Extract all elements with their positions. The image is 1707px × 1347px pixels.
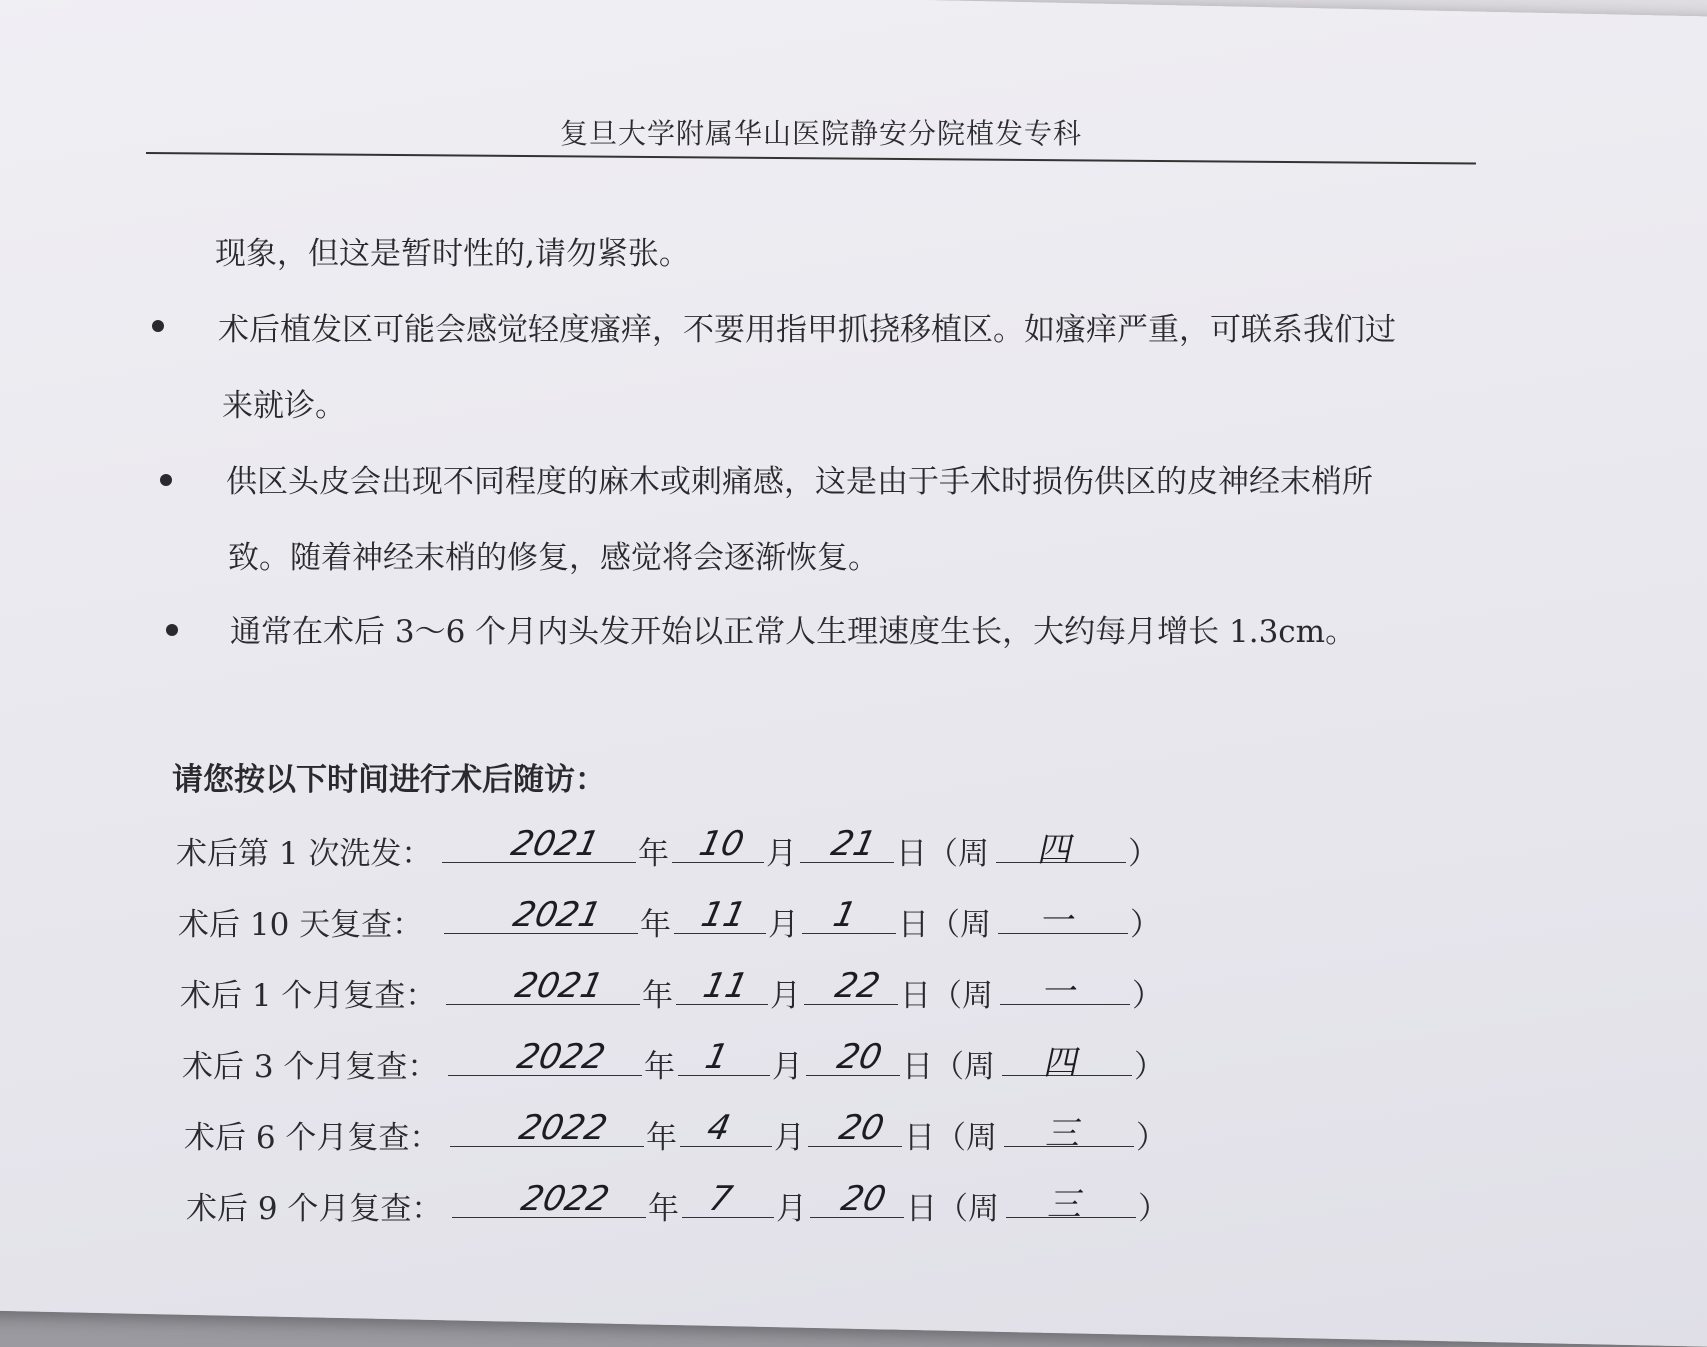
handwritten-weekday: 三 [1043,1114,1086,1154]
weekday-prefix: 日（周 [896,836,989,872]
continuation-text: 现象，但这是暂时性的,请勿紧张。 [215,236,690,272]
handwritten-year: 2022 [517,1179,613,1219]
followup-row [0,1179,1707,1229]
year-unit: 年 [648,1191,679,1227]
handwritten-year: 2021 [511,966,607,1006]
closing-paren: ） [1134,1049,1165,1085]
handwritten-day: 21 [827,824,880,864]
closing-paren: ） [1136,1120,1167,1156]
year-unit: 年 [644,1049,675,1085]
followup-label: 术后 1 个月复查： [180,978,437,1014]
bullet-3-line-1: 通常在术后 3～6 个月内头发开始以正常人生理速度生长，大约每月增长 1.3cm。 [230,614,1357,650]
handwritten-day: 1 [829,895,860,935]
handwritten-weekday: 四 [1041,1043,1084,1083]
followup-label: 术后 9 个月复查： [186,1191,443,1227]
followup-row [0,824,1707,874]
bullet-2-line-2: 致。随着神经末梢的修复，感觉将会逐渐恢复。 [228,540,879,576]
hospital-header-title: 复旦大学附属华山医院静安分院植发专科 [560,117,1083,150]
closing-paren: ） [1132,978,1163,1014]
month-unit: 月 [766,836,797,872]
followup-row [0,1108,1707,1158]
handwritten-year: 2021 [507,824,603,864]
handwritten-day: 20 [837,1179,890,1219]
weekday-prefix: 日（周 [902,1049,995,1085]
weekday-prefix: 日（周 [904,1120,997,1156]
closing-paren: ） [1128,836,1159,872]
bullet-dot [152,320,164,332]
followup-heading: 请您按以下时间进行术后随访： [172,762,606,798]
month-unit: 月 [776,1191,807,1227]
bullet-dot [160,474,172,486]
fill-in-blank [678,1075,770,1076]
handwritten-day: 22 [831,966,884,1006]
fill-in-blank [680,1146,772,1147]
followup-row [0,895,1707,945]
handwritten-year: 2022 [515,1108,611,1148]
followup-label: 术后第 1 次洗发： [176,836,433,872]
handwritten-year: 2021 [509,895,605,935]
year-unit: 年 [640,907,671,943]
followup-label: 术后 6 个月复查： [184,1120,441,1156]
handwritten-month: 11 [699,966,752,1006]
bullet-dot [166,624,178,636]
handwritten-month: 10 [695,824,748,864]
handwritten-day: 20 [835,1108,888,1148]
handwritten-weekday: 一 [1039,972,1082,1012]
year-unit: 年 [646,1120,677,1156]
closing-paren: ） [1138,1191,1169,1227]
handwritten-weekday: 三 [1045,1185,1088,1225]
month-unit: 月 [768,907,799,943]
closing-paren: ） [1130,907,1161,943]
handwritten-month: 11 [697,895,750,935]
weekday-prefix: 日（周 [900,978,993,1014]
year-unit: 年 [638,836,669,872]
weekday-prefix: 日（周 [906,1191,999,1227]
year-unit: 年 [642,978,673,1014]
followup-row [0,1037,1707,1087]
month-unit: 月 [770,978,801,1014]
month-unit: 月 [772,1049,803,1085]
handwritten-month: 4 [703,1108,734,1148]
handwritten-year: 2022 [513,1037,609,1077]
header-divider [146,152,1476,164]
followup-row [0,966,1707,1016]
handwritten-month: 7 [705,1179,736,1219]
bullet-1-line-1: 术后植发区可能会感觉轻度瘙痒，不要用指甲抓挠移植区。如瘙痒严重，可联系我们过 [218,312,1396,348]
month-unit: 月 [774,1120,805,1156]
bullet-2-line-1: 供区头皮会出现不同程度的麻木或刺痛感，这是由于手术时损伤供区的皮神经末梢所 [226,464,1373,500]
bullet-1-line-2: 来就诊。 [222,388,346,424]
handwritten-day: 20 [833,1037,886,1077]
handwritten-month: 1 [701,1037,732,1077]
weekday-prefix: 日（周 [898,907,991,943]
followup-label: 术后 3 个月复查： [182,1049,439,1085]
followup-label: 术后 10 天复查： [178,907,424,943]
handwritten-weekday: 四 [1035,830,1078,870]
handwritten-weekday: 一 [1037,901,1080,941]
